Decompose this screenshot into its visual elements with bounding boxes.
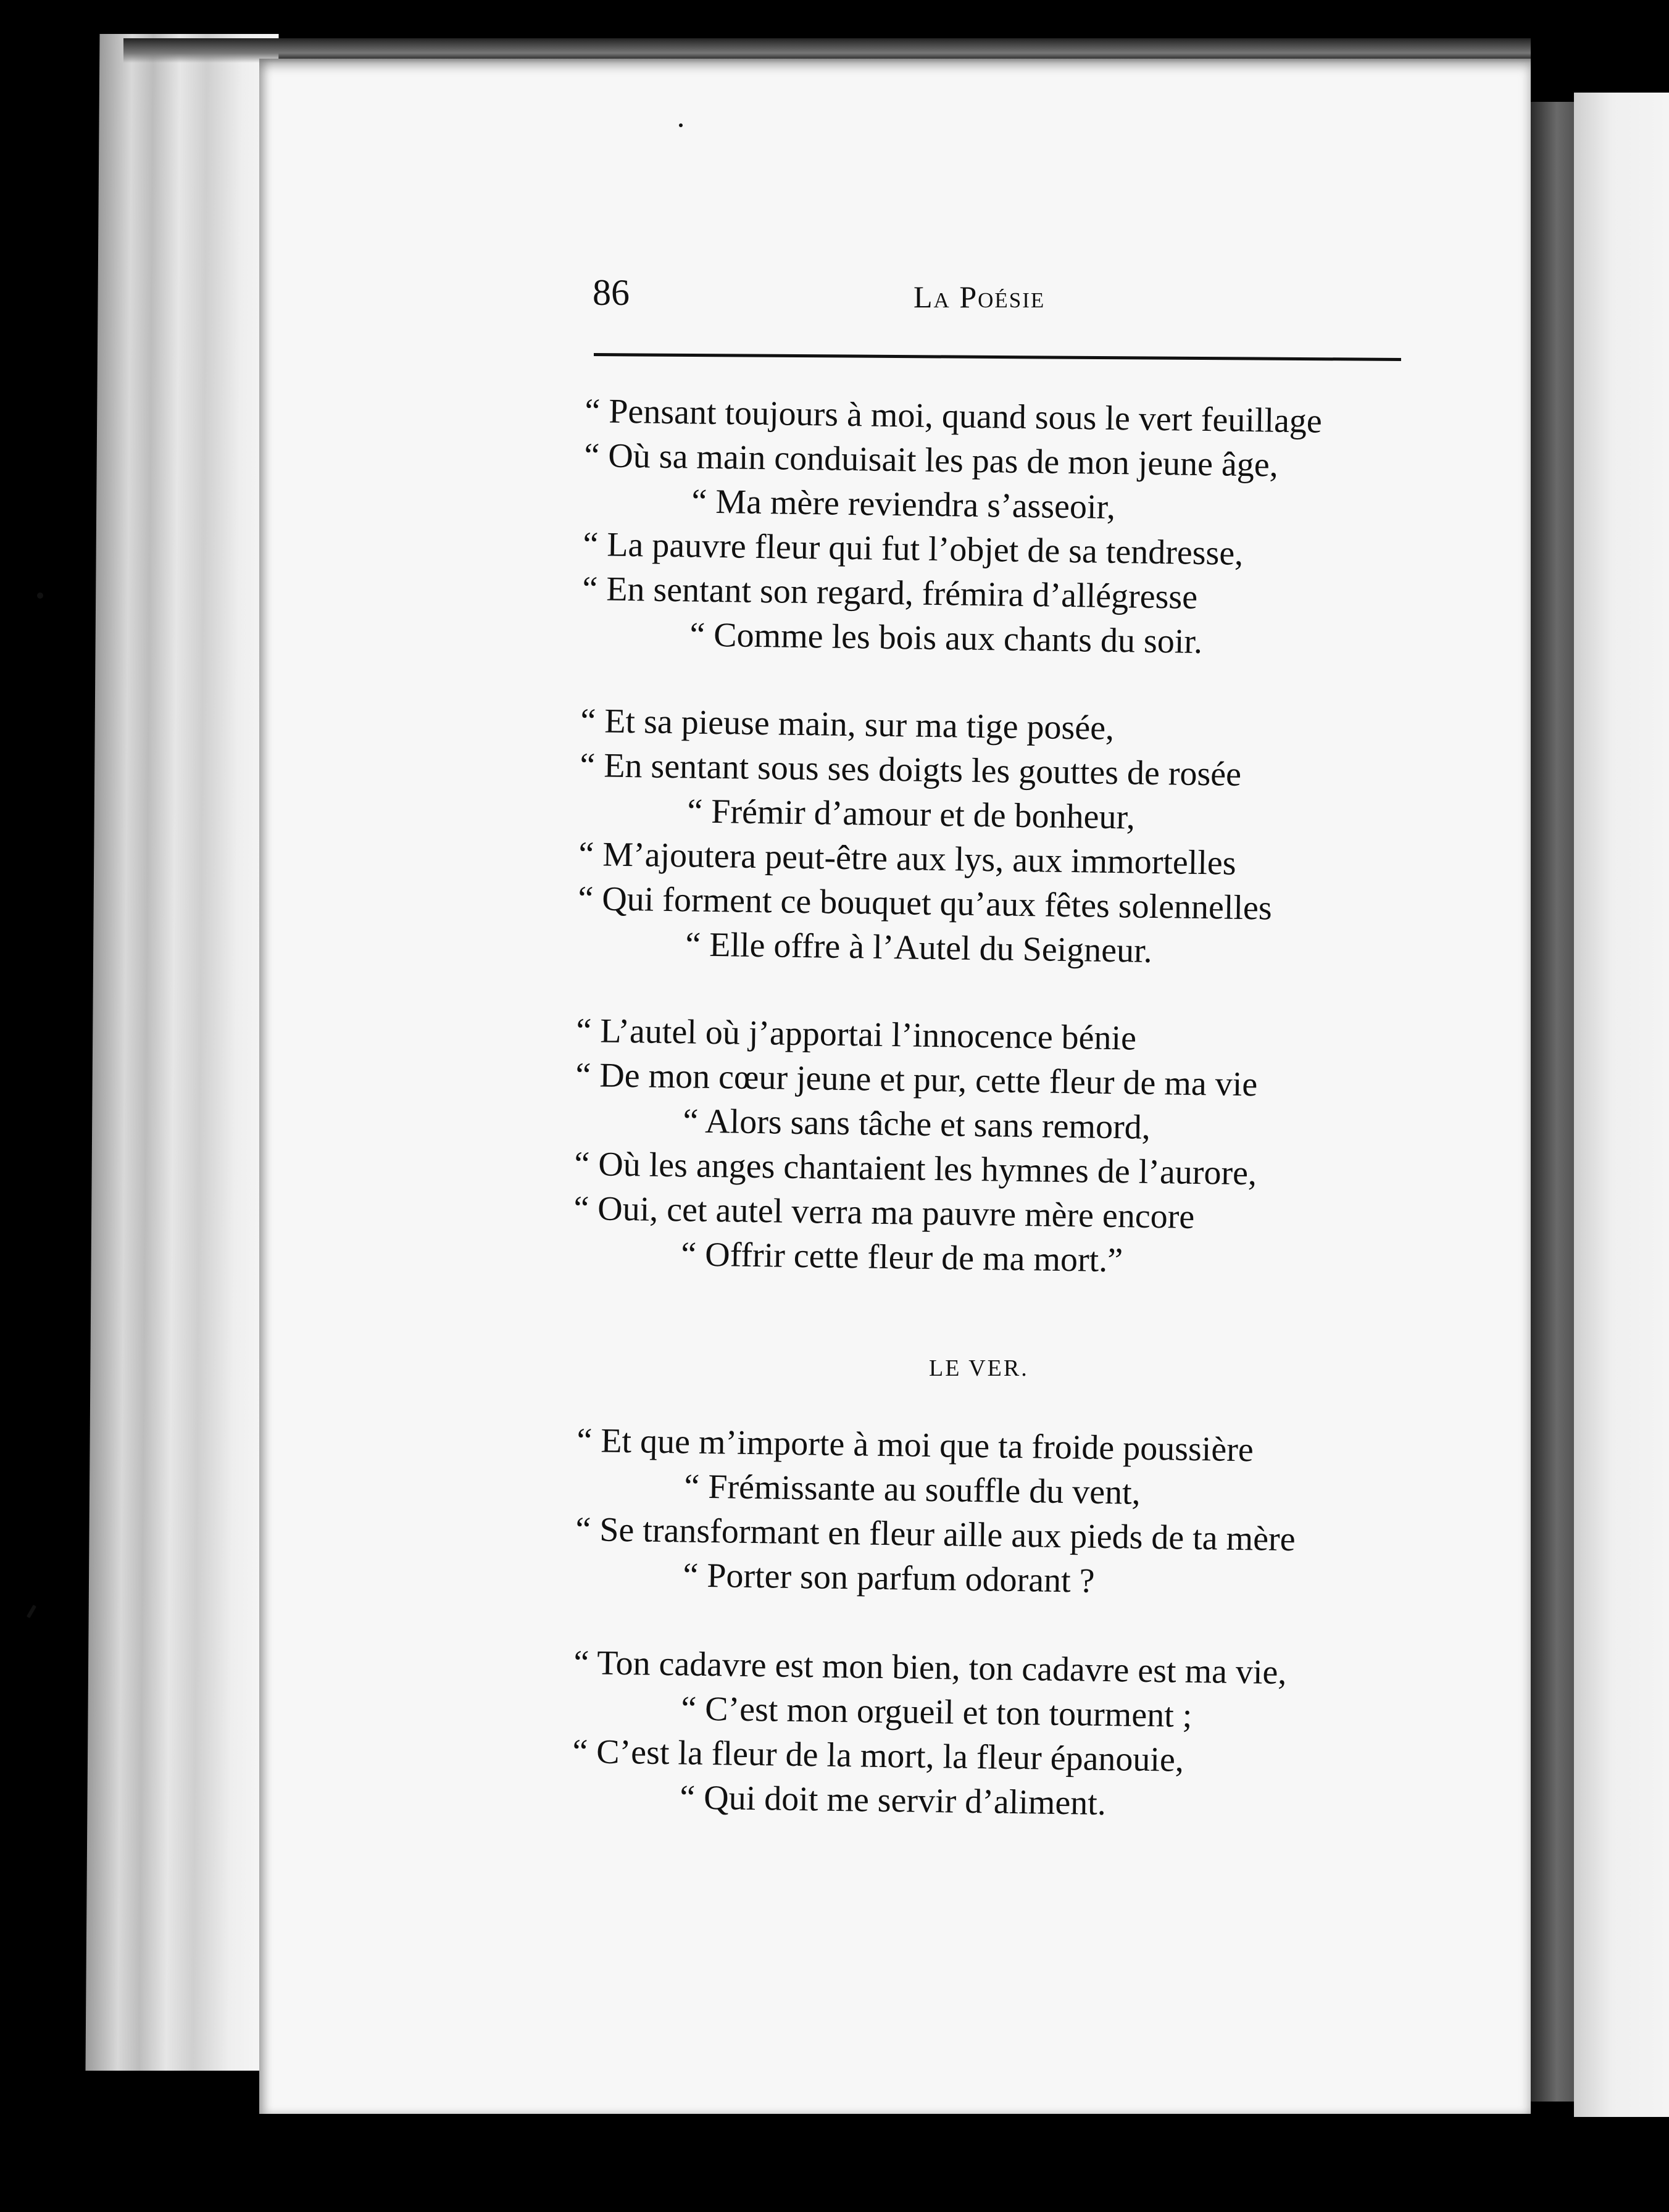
- stanza: [572, 1640, 1294, 1828]
- running-head: [593, 272, 1395, 321]
- poem-part-2: [572, 1418, 1297, 1828]
- verse-line: “ Qui forment ce bouquet qu’aux fêtes solennelles: [578, 879, 1273, 928]
- verse-line: “ Où les anges chantaient les hymnes de l’aurore,: [574, 1144, 1257, 1193]
- verse-line: “ L’autel où j’apportai l’innocence bénie: [576, 1011, 1137, 1058]
- stanza: [575, 1418, 1297, 1606]
- verse-line: “ Frémissante au souffle du vent,: [684, 1467, 1141, 1512]
- section-title: LE VER.: [929, 1355, 1029, 1381]
- running-title: La Poésie: [914, 280, 1046, 314]
- verse-line: “ Comme les bois aux chants du soir.: [689, 615, 1203, 661]
- verse-line: “ Ma mère reviendra s’asseoir,: [691, 482, 1116, 527]
- verse-line: “ Elle offre à l’Autel du Seigneur.: [685, 925, 1153, 970]
- stanza: [577, 699, 1318, 976]
- verse-line: “ Et que m’importe à moi que ta froide poussière: [576, 1421, 1254, 1470]
- verse-line: “ Porter son parfum odorant ?: [683, 1556, 1095, 1600]
- scan-speck: [679, 123, 683, 127]
- verse-line: “ La pauvre fleur qui fut l’objet de sa tendresse,: [583, 525, 1244, 573]
- scan-speck: [27, 1605, 36, 1618]
- verse-line: “ Pensant toujours à moi, quand sous le vert feuillage: [585, 391, 1323, 441]
- book-gutter: [1531, 102, 1574, 2102]
- page-number: 86: [593, 272, 630, 313]
- book-page-edges: [85, 34, 278, 2071]
- stanza: [573, 1008, 1313, 1286]
- scan-speck: [37, 592, 43, 599]
- verse-line: “ M’ajoutera peut-être aux lys, aux immortelles: [578, 834, 1236, 883]
- verse-line: “ Frémir d’amour et de bonheur,: [687, 792, 1136, 837]
- verse-line: “ Alors sans tâche et sans remord,: [683, 1102, 1151, 1147]
- page-top-shadow: [123, 38, 1531, 63]
- stanza: [581, 389, 1322, 666]
- verse-line: “ Offrir cette fleur de ma mort.”: [681, 1235, 1123, 1280]
- verse-line: “ C’est mon orgueil et ton tourment ;: [681, 1689, 1192, 1735]
- poem-part-1: [573, 389, 1322, 1286]
- verse-line: “ Ton cadavre est mon bien, ton cadavre est ma vie,: [573, 1643, 1287, 1692]
- verse-line: “ Qui doit me servir d’aliment.: [680, 1778, 1107, 1823]
- verse-line: “ Se transformant en fleur aille aux pieds de ta mère: [575, 1510, 1296, 1559]
- verse-line: “ C’est la fleur de la mort, la fleur épanouie,: [572, 1732, 1184, 1779]
- verse-line: “ Et sa pieuse main, sur ma tige posée,: [580, 701, 1115, 748]
- verse-line: “ Où sa main conduisait les pas de mon jeune âge,: [584, 436, 1279, 484]
- verse-line: “ Oui, cet autel verra ma pauvre mère encore: [573, 1189, 1195, 1236]
- facing-page-edge: [1574, 93, 1669, 2117]
- verse-line: “ En sentant sous ses doigts les gouttes de rosée: [580, 746, 1242, 794]
- verse-line: “ En sentant son regard, frémira d’allégresse: [582, 569, 1198, 617]
- verse-line: “ De mon cœur jeune et pur, cette fleur de ma vie: [575, 1055, 1258, 1104]
